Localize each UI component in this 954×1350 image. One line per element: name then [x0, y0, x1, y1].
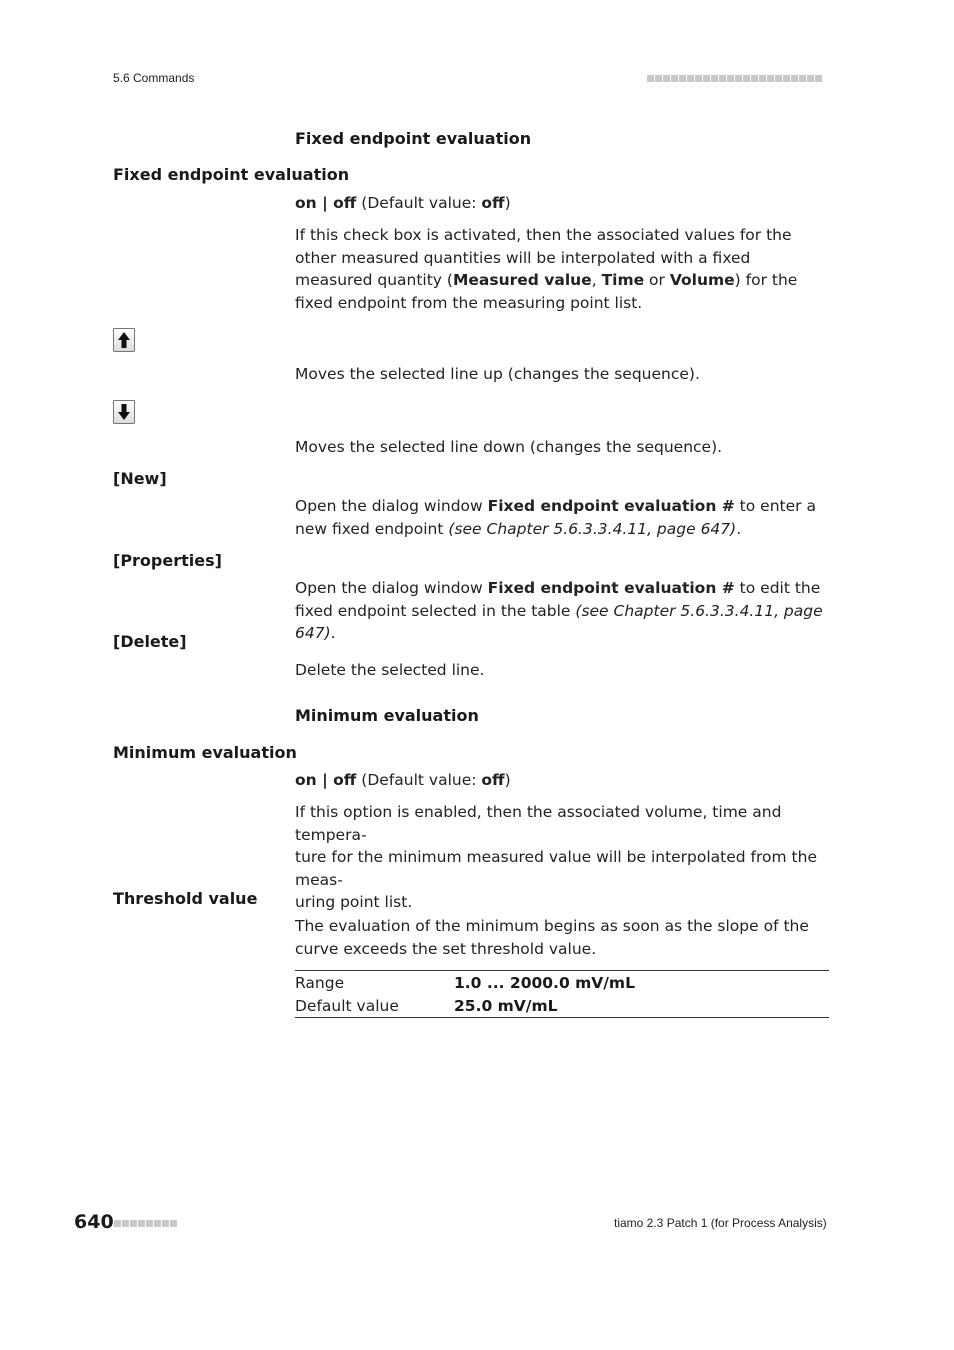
properties-button-label: [Properties] [113, 551, 222, 570]
running-header-section: 5.6 Commands [113, 71, 195, 85]
default-suffix: ) [504, 194, 511, 212]
new-button-description [295, 495, 829, 540]
desc-text: or [644, 271, 670, 289]
param-label-fixed-endpoint: Fixed endpoint evaluation [113, 165, 350, 184]
default-value: off [481, 771, 505, 789]
option-separator: | [316, 771, 334, 789]
fixed-endpoint-description [295, 224, 829, 314]
table-row [295, 994, 829, 1017]
desc-bold-volume: Volume [669, 271, 735, 289]
dialog-name: Fixed endpoint evaluation # [487, 497, 735, 515]
dialog-name: Fixed endpoint evaluation # [487, 579, 735, 597]
desc-text: , [591, 271, 602, 289]
desc-bold-measured-value: Measured value [452, 271, 592, 289]
section-title-minimum: Minimum evaluation [295, 706, 479, 725]
section-title-fixed-endpoint: Fixed endpoint evaluation [295, 129, 532, 148]
fixed-endpoint-options [295, 192, 829, 215]
move-down-button[interactable] [113, 400, 135, 424]
default-prefix: (Default value: [356, 771, 482, 789]
page-number: 640 [74, 1211, 114, 1233]
option-separator: | [316, 194, 334, 212]
chapter-reference-link[interactable]: (see Chapter 5.6.3.3.4.11, page 647) [448, 519, 737, 538]
move-up-button[interactable] [113, 328, 135, 352]
properties-button-description [295, 577, 829, 645]
desc-text: . [330, 624, 336, 642]
param-label-minimum: Minimum evaluation [113, 743, 297, 762]
move-down-description: Moves the selected line down (changes the sequence). [295, 438, 723, 456]
footer-product: tiamo 2.3 Patch 1 (for Process Analysis) [614, 1216, 827, 1230]
desc-text: If this check box is activated, then the associated values for the other measured quantities will be interpolated with a fixed measured quantity ( [295, 226, 792, 289]
option-on: on [295, 771, 317, 789]
default-key: Default value [295, 996, 399, 1015]
threshold-value-table [295, 970, 829, 1018]
desc-bold-time: Time [601, 271, 645, 289]
desc-text: Open the dialog window [295, 579, 488, 597]
delete-button-description: Delete the selected line. [295, 661, 485, 679]
chapter-reference-link[interactable]: (see Chapter 5.6.3.3.4.11, page 647) [295, 601, 823, 642]
default-suffix: ) [504, 771, 511, 789]
desc-line: uring point list. [295, 893, 413, 911]
desc-text: Open the dialog window [295, 497, 488, 515]
arrow-up-icon [117, 331, 131, 349]
option-off: off [333, 194, 357, 212]
table-row [295, 971, 829, 994]
arrow-down-icon [117, 403, 131, 421]
default-prefix: (Default value: [356, 194, 482, 212]
minimum-options [295, 769, 829, 792]
minimum-description [295, 801, 829, 914]
desc-line: If this option is enabled, then the associated volume, time and tempera- [295, 803, 782, 844]
footer-decoration [114, 1220, 177, 1227]
desc-line: ture for the minimum measured value will be interpolated from the meas- [295, 848, 817, 889]
default-value: 25.0 mV/mL [454, 996, 558, 1015]
delete-button-label: [Delete] [113, 632, 187, 651]
range-key: Range [295, 973, 345, 992]
desc-text: . [736, 519, 742, 538]
desc-text: to edit the fixed endpoint selected in the table [295, 579, 821, 620]
default-value: off [481, 194, 505, 212]
new-button-label: [New] [113, 469, 167, 488]
option-off: off [333, 771, 357, 789]
range-value: 1.0 ... 2000.0 mV/mL [454, 973, 635, 992]
threshold-label: Threshold value [113, 889, 258, 908]
threshold-description: The evaluation of the minimum begins as soon as the slope of the curve exceeds the set threshold value. [295, 917, 809, 958]
header-decoration [647, 75, 822, 82]
move-up-description: Moves the selected line up (changes the sequence). [295, 365, 700, 383]
desc-text: ) for the fixed endpoint from the measuring point list. [295, 271, 798, 312]
option-on: on [295, 194, 317, 212]
desc-text: to enter a new fixed endpoint [295, 497, 816, 538]
